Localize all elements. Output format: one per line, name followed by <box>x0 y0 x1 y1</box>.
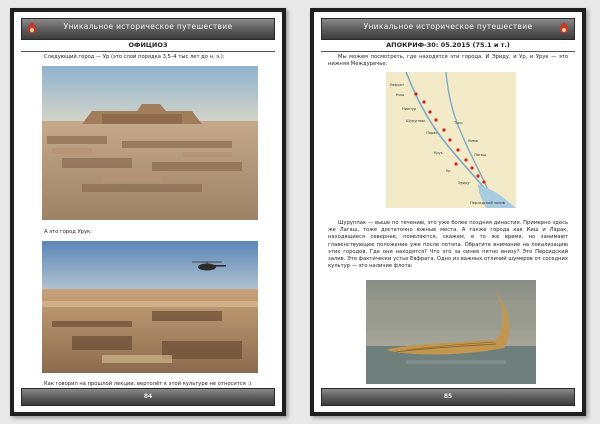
map-label: Тигр <box>454 121 463 125</box>
header-title: Уникальное историческое путешествие <box>63 22 233 31</box>
page-left <box>10 8 286 416</box>
logo-icon <box>557 21 571 36</box>
page-number-right: 85 <box>321 388 575 406</box>
section-subtitle: ОФИЦИОЗ <box>21 39 275 52</box>
page-number-left: 84 <box>21 388 275 406</box>
caption-helicopter: Как говорил на прошлой лекции, вертолёт к этой культуре не относится :) <box>44 381 252 387</box>
map-mesopotamia <box>386 72 516 208</box>
map-label: Ниппур <box>402 107 417 111</box>
caption-uruk: А это город Урук: <box>44 229 92 235</box>
map-label: Лагаш <box>474 153 487 157</box>
page-right <box>310 8 586 416</box>
photo-uruk-helicopter <box>42 241 258 373</box>
photo-ur-ziggurat <box>42 66 258 220</box>
body-paragraph: Шуруппак — выше по течению, это уже более поздняя династия. Примерно здесь же Лагаш, тоже достаточно южные места. А также города как Киш и Ларак, находящиеся севернее, появляются, скажем, в то же время, но занимают главенствующее положение уже после потопа. Обратите внимание на локализацию этих городов. Где они находятся? Что это за синее пятно внизу? Это Персидский залив. Это фактически устье Евфрата. Одно из важных отличий шумеров от соседних культур — это наличие флота: <box>328 220 568 270</box>
map-label: Шуруппак <box>406 119 426 123</box>
map-label: Ур <box>446 169 451 173</box>
header-bar <box>321 18 575 40</box>
header-bar <box>21 18 275 40</box>
caption-ur: Следующий город — Ур (это слой порядка 3,5–4 тыс лет до н. э.): <box>44 54 225 60</box>
map-label: Урук <box>434 151 443 155</box>
logo-icon <box>25 21 39 36</box>
photo-reed-boat <box>366 280 536 384</box>
map-label: Евфрат <box>390 83 405 87</box>
map-label: Ларак <box>426 131 438 135</box>
section-subtitle: АПОКРИФ-30: 05.2015 (75.1 и т.) <box>321 39 575 52</box>
map-label: Умма <box>468 139 478 143</box>
map-label: Персидский залив <box>470 201 505 205</box>
header-title: Уникальное историческое путешествие <box>363 22 533 31</box>
map-label: Киш <box>396 93 405 97</box>
intro-paragraph: Мы можем посмотреть, где находятся эти города. И Эриду, и Ур, и Урук — это нижняя Междуречье: <box>328 54 568 68</box>
map-label: Эриду <box>458 181 470 185</box>
